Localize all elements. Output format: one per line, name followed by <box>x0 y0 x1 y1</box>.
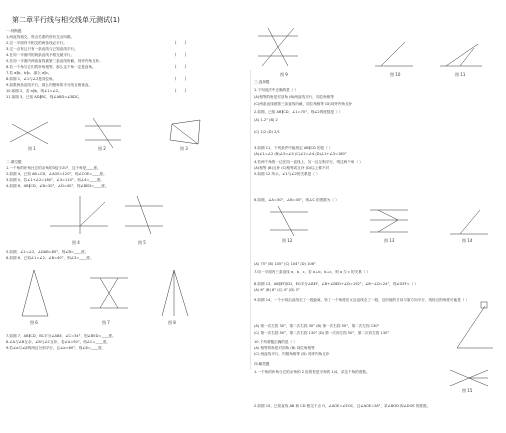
figure-4-label: 图 4 <box>72 240 80 245</box>
section-fill-heading: 二.填空题 <box>6 160 22 164</box>
judge-item: 9.如果两条直线平行，那么内错角的平分线互相垂直。 <box>6 83 93 87</box>
figure-3-label: 图 3 <box>180 146 188 151</box>
choice-option: (A) 相等的角是对顶角 (B) 同位角相等 <box>254 346 315 350</box>
choice-item: 4.若两个角的一边在同一直线上，另一边互相平行，则这两个角（ ） <box>254 160 363 164</box>
choice-option: (C) 1/2 (D) 2/1 <box>254 130 280 134</box>
choice-item: 7.同一平面内三条直线 a、b、c，若 a⊥b，b⊥c，则 a 与 c 的关系（ ） <box>254 270 371 274</box>
choice-option: (A)相等的角是对顶角 (B)两直线平行，同位角相等 <box>254 95 334 99</box>
judge-item: 8.如图 1，∠1与∠2是同位角。 <box>6 77 57 81</box>
choice-option: (A)相等 (B)互补 (C)相等或互补 (D)以上都不对 <box>254 166 330 170</box>
figure-1-label: 图 1 <box>28 146 36 151</box>
choice-item: 3.如图 11，下列条件中能判定 AB∥CD 的是（ ） <box>254 146 333 150</box>
choice-option: (A) 6° (B) 8° (C) 4° (D) 3° <box>254 288 300 292</box>
figure-12-diagram <box>270 206 310 236</box>
choice-item: 8.如图 13，AB∥EF∥CD，EG平分∠BEF，∠B+∠BED+∠D=192°，∠B−∠D=24°，则∠GEF=（ ） <box>254 282 419 286</box>
figure-4-diagram <box>50 196 110 236</box>
solve-item: 1.一个角的补角与它的余角的 2 倍的差是平角的 1/4，求这个角的度数。 <box>254 370 370 374</box>
fill-item: 9.若∠α与∠β的两边分别平行，且∠α=60°，则∠β=____度。 <box>6 346 106 350</box>
choice-item: 5.如图 12 所示，∠1与∠2的关系是（ ） <box>254 172 320 176</box>
figure-2-diagram <box>85 118 123 148</box>
judge-item: 6.若一个角与它们的补角相等，那么这个角一定是直角。 <box>6 65 96 69</box>
solve-item: 2.如图 15，已知直线 AB 和 CD 相交于点 O，∠AOE=∠EOC，且∠AOE=28°，求∠BOD 和∠DOE 的度数。 <box>254 404 431 408</box>
fill-item: 4.如图 6，AB∥CD，∠B=30°，∠D=40°，则∠BED=____度。 <box>6 184 109 188</box>
figure-7-label: 图 7 <box>102 320 110 325</box>
judge-item: 7.若 a∥b，b∥c，那么 a∥c。 <box>6 71 52 75</box>
figure-14-diagram <box>450 206 490 236</box>
judge-item: 11.如图 3，已知 AD∥BC，则∠ABD=∠BDC。 <box>6 95 82 99</box>
fill-item: 7.如图 7，AB∥CD，BC平分∠ABE，∠C=34°，则∠BED=____度。 <box>6 334 116 338</box>
figure-12-label: 图 12 <box>282 238 293 243</box>
choice-item: 10.下列命题正确的是（ ） <box>254 340 297 344</box>
choice-item: 1.下列说法中正确的是（ ） <box>254 88 299 92</box>
figure-10-diagram <box>375 40 415 70</box>
page-title: 第二章平行线与相交线单元测试(1) <box>12 16 120 24</box>
fill-item: 8.∠A与∠B互余，∠B与∠C互补，若∠A=50°，则∠C=____度。 <box>6 340 110 344</box>
fill-item: 3.如图 5，若∠1+∠2=180°，∠3=110°，则∠4=____度。 <box>6 178 104 182</box>
choice-item: 2.如图，已知 AB∥CD，∠1=70°，则∠2的度数是（ ） <box>254 110 343 114</box>
figure-8-diagram <box>160 268 190 318</box>
figure-9-label: 图 9 <box>280 72 288 77</box>
choice-option: (C) 第一次右拐 50°，第二次右拐 130° (D) 第一次向左拐 50°，第二次向左拐 130° <box>254 331 390 335</box>
choice-option: (A) 1.2° (B) 2 <box>254 118 278 122</box>
choice-option: (A) 75° (B) 105° (C) 104° (D) 106° <box>254 262 316 266</box>
choice-item: 9.如图 14，一个小孩沿直线走了一段距离，转了一个角度后又沿直线走了一段，这时他的方向与原方向平行，则转过的角度可能是（ ） <box>254 298 470 302</box>
right-column <box>250 0 506 433</box>
figure-13-diagram <box>370 206 410 236</box>
figure-9-diagram <box>258 28 300 68</box>
figure-11-label: 图 11 <box>455 72 466 77</box>
judge-item: 10.如图 2，若 a∥b，则∠1=∠2。 <box>6 89 62 93</box>
judge-item: 5.在同一平面内两条直线被第三条直线所截，同旁内角互补。 <box>6 59 103 63</box>
fill-item: 1.一个角的补角比它的余角的3倍少20°，这个角是____度。 <box>6 166 101 170</box>
figure-14-label: 图 14 <box>462 238 473 243</box>
choice-option: (A) 第一次左拐 30°，第二次右拐 30° (B) 第一次右拐 50°，第二次左拐 130° <box>254 324 380 328</box>
figure-15-label: 图 15 <box>462 388 473 393</box>
figure-5-label: 图 5 <box>138 240 146 245</box>
fill-item: 5.如图，∠1=∠2，∠DAB=85°，则∠B=____度。 <box>6 250 89 254</box>
judge-item: 1.两直线相交，每点关系的所有交点叫做。 <box>6 35 75 39</box>
figure-3-diagram <box>168 118 204 148</box>
figure-15-diagram <box>450 368 490 388</box>
figure-5-diagram <box>125 196 165 236</box>
figure-1-diagram <box>10 118 50 148</box>
choice-option: (C)两条直线被第三条直线所截，同位角相等 (D)同旁内角互补 <box>254 102 353 106</box>
judge-item: 3.过一点有且只有一条直线与已知直线平行。 <box>6 47 78 51</box>
figure-11-diagram <box>440 40 484 70</box>
judge-item: 2.过一平面内不相交的两条线必平行。 <box>6 41 67 45</box>
figure-7-diagram <box>90 268 130 318</box>
figure-2-label: 图 2 <box>98 146 106 151</box>
figure-8-label: 图 8 <box>168 320 176 325</box>
figure-13-label: 图 13 <box>384 238 395 243</box>
choice-option: (C) 两直线平行，内错角相等 (D) 同旁内角互补 <box>254 352 330 356</box>
choice-option: (A)∠1=∠2 (B)∠3=∠4 (C)∠2=∠4 (D)∠1+∠3=180° <box>254 152 347 156</box>
fill-item: 2.如图 4，已知 AB⊥CD，∠AOE=120°，则∠COE=____度。 <box>6 172 107 176</box>
judge-item: 4.在同一平面内的两条直线不相交就平行。 <box>6 53 75 57</box>
figure-6-diagram <box>20 268 50 318</box>
figure-6-label: 图 6 <box>30 320 38 325</box>
section-choice-heading: 三.选择题 <box>254 80 270 84</box>
left-column: 一.判断题 1.两直线相交，每点关系的所有交点叫做。 2.过一平面内不相交的两条线必平行。 3.过一点有且只有一条直线与已知直线平行。 4.在同一平面内的两条直线不相交就平行。 5.在同一平面内两条直线被第三条直线所截，同旁内角互补。 6.若一个角与它们的补角相等，那么这个角一定是直角。 7.若 a∥b，b∥c，那么 a∥c。 8.如图 1，∠1与∠2是同位角。 9.如果两条直线平行，那么内错角的平分线互相垂直。 10.如图 2，若 a∥b，则∠1=∠2。 11.如图 3，已知 AD∥BC，则∠ABD=∠BDC。 ( ) ( ) ( ) ( ) ( ) 图 1 图 2 图 3 二.填空题 1.一个角的补角比它的余角的3倍少20°，这个角是____度。 2.如图 4，已知 AB⊥CD，∠AOE=120°，则∠COE=____度。 3.如图 5，若∠1+∠2=180°，∠3=110°，则∠4=____度。 4.如图 6，AB∥CD，∠B=30°，∠D=40°，则∠BED=____度。 图 4 图 5 5.如图，∠1=∠2，∠DAB=85°，则∠B=____度。 6.如图 6，已知∠1=∠2，∠B=40°，则∠3=____度。 图 6 图 7 图 8 7.如图 7，AB∥CD，BC平分∠ABE，∠C=34°，则∠BED=____度。 8.∠A与∠B互余，∠B与∠C互补，若∠A=50°，则∠C=____度。 9.若∠α与∠β的两边分别平行，且∠α=60°，则∠β=____度。 <box>0 0 250 433</box>
section-judge-heading: 一.判断题 <box>6 29 22 33</box>
fill-item: 6.如图 6，已知∠1=∠2，∠B=40°，则∠3=____度。 <box>6 256 94 260</box>
section-solve-heading: 四.解答题 <box>254 362 270 366</box>
figure-slope-diagram <box>455 300 495 350</box>
choice-item: 6.如图，∠A=30°，∠B=45°，则∠C 的度数为（ ） <box>254 198 339 202</box>
figure-10-label: 图 10 <box>390 72 401 77</box>
